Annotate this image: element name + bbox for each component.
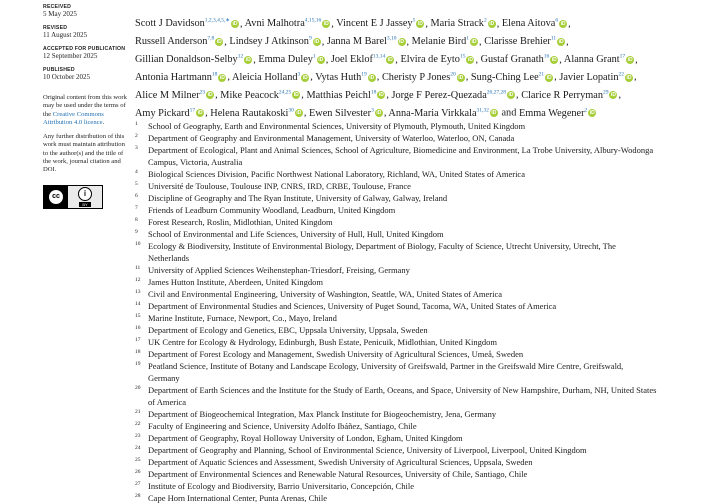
affiliation-item [135,432,657,444]
affiliation-number: 5 [135,181,138,187]
affiliation-item [135,120,657,132]
author-name: Sung-Ching Lee [470,71,539,83]
affiliation-text: University of Applied Sciences Weihenstephan-Triesdorf, Freising, Germany [148,265,410,275]
author-entry[interactable] [382,72,466,83]
affiliation-item [135,168,657,180]
license-text-end: . [102,118,105,126]
author-affiliation-superscript[interactable]: 1,2,3,4,5,∗ [204,18,231,24]
author-affiliation-superscript[interactable]: 2 [483,18,487,24]
author-name: Avni Malhotra [244,18,305,30]
author-entry[interactable] [336,18,425,29]
author-entry[interactable] [412,36,479,47]
author-entry[interactable] [391,90,516,101]
author-name: Elena Aitova [501,18,556,30]
orcid-icon[interactable]: iD [323,21,329,28]
orcid-icon[interactable]: iD [293,92,299,99]
orcid-icon[interactable]: iD [558,38,564,45]
affiliation-item [135,348,657,360]
affiliation-item [135,420,657,432]
affiliation-item [135,228,657,240]
author-affiliation-superscript[interactable]: 1 [312,53,316,60]
cc-by-license-badge[interactable] [43,185,103,209]
author-affiliation-superscript[interactable]: 15 [459,53,466,60]
author-name: Emma Wegener [518,107,585,119]
affiliation-text: School of Environmental and Life Sciences, University of Hull, Hull, United Kingdom [148,229,444,239]
author-name: Helena Rautakoski [210,107,289,119]
affiliation-number: 16 [135,325,141,331]
affiliation-item [135,492,657,504]
orcid-icon[interactable]: iD [378,92,384,99]
affiliation-number: 24 [135,445,141,451]
author-entry[interactable] [327,36,407,47]
author-affiliation-superscript[interactable]: 17 [189,107,196,114]
affiliation-item [135,312,657,324]
affiliation-number: 17 [135,337,141,343]
orcid-icon[interactable]: iD [296,110,302,117]
author-affiliation-superscript[interactable]: 22 [618,71,624,78]
author-name: Clarisse Brehier [484,36,551,48]
author-list: Scott J Davidson$^{1,2,3,4,5,∗}$iD , Avni Malhotra$^{4,15,16}$iD , Vincent E J Jassey$^5$iD , Maria Strack$^2$iD , Elena Aitova$^6$iD , Russell Anderson$^{7,8}$iD , Lindsey J Atkinson$^9$iD , Janna M Barel$^{3,10}$iD , Melanie Bird$^1$iD , Clarisse Brehier$^{11}$iD , Gillian Donaldson-Selby$^{12}$iD , Emma Duley$^1$iD , Joel Eklof$^{13,14}$iD , Elvira de Eyto$^{15}$iD , Gustaf Granath$^{16}$iD , Alanna Grant$^{17}$iD , Antonia Hartmann$^{18}$iD , Aleicia Holland$^3$iD , Vytas Huth$^{19}$iD , Cheristy P Jones$^{20}$iD , Sung-Ching Lee$^{21}$iD , Javier Lopatin$^{22}$iD , Alice M Milner$^{23}$iD , Mike Peacock$^{24,25}$iD , Matthias Peichl$^{18}$iD , Jorge F Perez-Quezada$^{26,27,28}$iD , Clarice R Perryman$^{29}$iD , Amy Pickard$^{17}$iD , Helena Rautakoski$^{30}$iD , Ewen Silvester$^3$iD , Anna-Maria Virkkala$^{31,32}$iD and Emma Wegener$^2$iD [135,18,638,119]
revised-label: REVISED [43,25,68,31]
orcid-icon[interactable]: iD [376,110,382,117]
orcid-icon[interactable]: iD [369,74,375,81]
affiliation-text: Friends of Leadburn Community Woodland, Leadburn, United Kingdom [148,205,396,215]
affiliation-number: 23 [135,433,141,439]
author-entry[interactable] [210,108,304,119]
orcid-icon[interactable]: iD [489,21,495,28]
author-name: Vincent E J Jassey [336,18,413,30]
affiliation-text: James Hutton Institute, Aberdeen, United Kingdom [148,277,323,287]
article-history-sidebar [43,4,131,209]
affiliation-list [135,120,657,504]
author-entry[interactable] [258,54,325,65]
orcid-icon[interactable]: iD [560,21,566,28]
affiliation-number: 4 [135,169,138,175]
author-name: Joel Eklof [330,54,373,66]
affiliation-item [135,360,657,384]
affiliation-item [135,468,657,480]
author-entry[interactable] [135,72,227,83]
author-name: Matthias Peichl [306,89,371,101]
author-affiliation-superscript[interactable]: 9 [308,35,312,42]
author-name: Amy Pickard [135,107,190,119]
affiliation-text: Forest Research, Roslin, Midlothian, United Kingdom [148,217,333,227]
author-affiliation-superscript[interactable]: 19 [361,71,367,78]
author-affiliation-superscript[interactable]: 2 [584,107,588,114]
author-name: Javier Lopatin [559,71,619,83]
published-date: 10 October 2025 [43,73,91,81]
author-affiliation-superscript[interactable]: 31,32 [476,107,489,114]
accepted-date: 12 September 2025 [43,52,98,60]
author-entry[interactable] [135,36,224,47]
affiliation-text: UK Centre for Ecology & Hydrology, Edinburgh, Bush Estate, Penicuik, Midlothian, United Kingdom [148,337,497,347]
orcid-icon[interactable]: iD [491,110,497,117]
affiliation-item [135,408,657,420]
affiliation-number: 26 [135,469,141,475]
affiliation-number: 20 [135,385,141,391]
author-entry[interactable] [502,18,568,29]
orcid-icon[interactable]: iD [417,21,423,28]
author-name: Jorge F Perez-Quezada [391,89,487,101]
author-affiliation-superscript[interactable]: 3 [297,71,301,78]
orcid-icon[interactable]: iD [627,56,633,63]
affiliation-item [135,240,657,264]
affiliation-text: Cape Horn International Center, Punta Arenas, Chile [148,493,328,503]
author-name: Emma Duley [258,54,313,66]
affiliation-text: Department of Geography, Royal Holloway University of London, Egham, United Kingdom [148,433,463,443]
affiliation-number: 22 [135,421,141,427]
affiliation-number: 15 [135,313,141,319]
affiliation-number: 3 [135,145,138,151]
author-name: Ewen Silvester [309,107,372,119]
affiliation-text: Discipline of Geography and The Ryan Institute, University of Galway, Galway, Ireland [148,193,448,203]
affiliation-text: Faculty of Engineering and Science, University Adolfo Ibáñez, Santiago, Chile [148,421,417,431]
author-name: Cheristy P Jones [381,71,451,83]
affiliation-text: Civil and Environmental Engineering, University of Washington, Seattle, WA, United States of America [148,289,503,299]
affiliation-number: 28 [135,493,141,499]
affiliation-item [135,276,657,288]
author-name: Clarice R Perryman [521,89,603,101]
affiliation-item [135,336,657,348]
author-name: Russell Anderson [135,36,208,48]
affiliation-text: Peatland Science, Institute of Botany and Landscape Ecology, University of Greifswald, Partner in the Greifswald Mire Centre, Greifswald, Germany [148,361,624,383]
author-affiliation-superscript[interactable]: 17 [619,53,626,60]
author-affiliation-superscript[interactable]: 18 [370,89,377,96]
author-name: Alanna Grant [563,54,620,66]
author-name: Anna-Maria Virkkala [388,107,477,119]
cc-icon: cc [49,190,63,204]
affiliation-text: Department of Forest Ecology and Management, Swedish University of Agricultural Sciences, Umeå, Sweden [148,349,524,359]
attribution-person-icon: i [78,187,92,201]
affiliation-number: 6 [135,193,138,199]
affiliation-item [135,444,657,456]
orcid-icon[interactable]: iD [232,21,238,28]
author-affiliation-superscript[interactable]: 5 [412,18,416,24]
author-entry[interactable] [430,18,496,29]
license-note [43,94,131,127]
author-name: Lindsey J Atkinson [229,36,309,48]
author-entry[interactable] [135,54,253,65]
author-entry[interactable] [521,90,618,101]
affiliation-text: Ecology & Biodiversity, Institute of Environmental Biology, Department of Biology, Faculty of Science, Utrecht University, Utrecht, The Netherlands [148,241,616,263]
author-affiliation-superscript[interactable]: 21 [538,71,545,78]
orcid-icon[interactable]: iD [197,110,203,117]
author-affiliation-superscript[interactable]: 1 [466,35,470,42]
affiliation-text: Department of Geography and Environmental Management, University of Waterloo, Waterloo, ON, Canada [148,133,515,143]
author-name: Melanie Bird [411,36,467,48]
revised-date: 11 August 2025 [43,31,88,39]
affiliation-text: Department of Earth Sciences and the Institute for the Study of Earth, Oceans, and Space, University of New Hampshire, Durham, NH, United States of America [148,385,657,407]
affiliation-number: 27 [135,481,141,487]
author-entry[interactable] [331,54,395,65]
affiliation-text: School of Geography, Earth and Environmental Sciences, University of Plymouth, Plymouth, United Kingdom [148,121,526,131]
affiliation-text: Marine Institute, Furnace, Newport, Co., Mayo, Ireland [148,313,337,323]
affiliation-number: 18 [135,349,141,355]
affiliation-text: Department of Geography and Planning, School of Environmental Science, University of Liverpool, Liverpool, United Kingdom [148,445,587,455]
author-affiliation-superscript[interactable]: 16 [543,53,550,60]
author-entry[interactable] [481,54,560,65]
affiliation-text: Department of Aquatic Sciences and Assessment, Swedish University of Agricultural Sciences, Uppsala, Sweden [148,457,533,467]
author-entry[interactable] [309,108,384,119]
affiliation-text: Institute of Ecology and Biodiversity, Barrio Universitario, Concepción, Chile [148,481,414,491]
affiliation-number: 11 [135,265,141,271]
affiliation-number: 21 [135,409,141,415]
author-name: Aleicia Holland [232,71,298,83]
received-date: 5 May 2025 [43,10,77,18]
author-affiliation-superscript[interactable]: 13,14 [372,53,386,60]
accepted-label: ACCEPTED FOR PUBLICATION [43,46,126,52]
affiliation-item [135,384,657,408]
author-entry[interactable] [229,36,321,47]
affiliation-number: 25 [135,457,141,463]
affiliation-number: 12 [135,277,141,283]
license-link[interactable]: Creative Commons Attribution 4.0 licence [43,110,104,126]
author-name: Antonia Hartmann [135,71,212,83]
attribution-note: Any further distribution of this work must maintain attribution to the author(s) and the title of the work, journal citation and DOI. [43,133,125,174]
by-label: BY [79,202,90,207]
author-entry[interactable] [232,72,310,83]
author-affiliation-superscript[interactable]: 3,10 [386,35,397,42]
affiliation-text: Department of Ecology and Genetics, EBC, Uppsala University, Uppsala, Sweden [148,325,428,335]
author-affiliation-superscript[interactable]: 4,15,16 [304,18,322,24]
author-entry[interactable] [135,90,215,101]
affiliation-item [135,144,657,168]
orcid-icon[interactable]: iD [318,56,324,63]
affiliation-item [135,204,657,216]
orcid-icon[interactable]: iD [471,38,477,45]
author-affiliation-superscript[interactable]: 3 [371,107,374,114]
orcid-icon[interactable]: iD [216,38,222,45]
author-affiliation-superscript[interactable]: 29 [602,89,609,96]
affiliation-item [135,132,657,144]
author-entry[interactable] [245,18,332,29]
author-entry[interactable] [220,90,301,101]
orcid-icon[interactable]: iD [219,74,225,81]
orcid-icon[interactable]: iD [458,74,464,81]
author-name: Mike Peacock [220,89,279,101]
author-affiliation-superscript[interactable]: 24,25 [278,89,292,96]
affiliation-item [135,180,657,192]
author-entry[interactable] [471,72,554,83]
author-affiliation-superscript[interactable]: 30 [288,107,294,114]
author-name: Gustaf Granath [480,54,544,66]
orcid-icon[interactable]: iD [610,92,616,99]
author-affiliation-superscript[interactable]: 23 [199,89,206,96]
by-section [68,186,102,208]
affiliation-item [135,264,657,276]
affiliation-number: 1 [135,121,138,127]
affiliation-number: 9 [135,229,138,235]
license-text: Original content from this work may be used under the terms of the [43,94,127,118]
author-name: Vytas Huth [315,71,362,83]
affiliation-text: Department of Environmental Sciences and Renewable Natural Resources, University of Chile, Santiago, Chile [148,469,528,479]
affiliation-number: 19 [135,361,141,367]
affiliation-item [135,300,657,312]
author-entry[interactable] [400,54,475,65]
author-affiliation-superscript[interactable]: 20 [450,71,456,78]
author-entry[interactable] [135,18,240,29]
author-name: Janna M Barel [326,36,387,48]
author-affiliation-superscript[interactable]: 18 [211,71,218,78]
affiliation-number: 10 [135,241,141,247]
orcid-icon[interactable]: iD [207,92,213,99]
author-affiliation-superscript[interactable]: 6 [555,18,559,24]
affiliation-item [135,456,657,468]
orcid-icon[interactable]: iD [626,74,632,81]
author-entry[interactable] [306,90,386,101]
orcid-icon[interactable]: iD [387,56,393,63]
author-entry[interactable] [484,36,566,47]
affiliation-item [135,480,657,492]
orcid-icon[interactable]: iD [551,56,557,63]
author-name: Maria Strack [430,18,484,30]
author-name: Scott J Davidson [135,18,205,30]
author-affiliation-superscript[interactable]: 26,27,28 [486,89,507,96]
affiliation-item [135,216,657,228]
affiliation-item [135,288,657,300]
author-entry[interactable] [564,54,635,65]
affiliation-text: Department of Biogeochemical Integration, Max Planck Institute for Biogeochemistry, Jena, Germany [148,409,497,419]
orcid-icon[interactable]: iD [546,74,552,81]
cc-logo-section [44,186,68,208]
affiliation-number: 8 [135,217,138,223]
affiliation-item [135,324,657,336]
author-name: Elvira de Eyto [400,54,460,66]
author-name: Alice M Milner [135,89,200,101]
author-affiliation-superscript[interactable]: 12 [237,53,244,60]
author-entry[interactable] [519,108,597,119]
affiliation-number: 14 [135,301,141,307]
published-label: PUBLISHED [43,67,75,73]
affiliation-number: 13 [135,289,141,295]
affiliation-text: Biological Sciences Division, Pacific Northwest National Laboratory, Richland, WA, United States of America [148,169,525,179]
orcid-icon[interactable]: iD [508,92,514,99]
orcid-icon[interactable]: iD [399,38,405,45]
affiliation-item [135,192,657,204]
author-affiliation-superscript[interactable]: 11 [550,35,557,42]
orcid-icon[interactable]: iD [467,56,473,63]
orcid-icon[interactable]: iD [245,56,251,63]
affiliation-text: Department of Environmental Studies and Sciences, University of Puget Sound, Tacoma, WA, United States of America [148,301,557,311]
orcid-icon[interactable]: iD [589,110,595,117]
author-entry[interactable] [559,72,634,83]
affiliation-text: Université de Toulouse, Toulouse INP, CNRS, IRD, CRBE, Toulouse, France [148,181,411,191]
author-entry[interactable] [315,72,377,83]
affiliation-number: 2 [135,133,138,139]
and-conjunction: and [501,107,517,119]
received-label: RECEIVED [43,4,72,10]
affiliation-text: Department of Ecological, Plant and Animal Sciences, School of Agriculture, Biomedicine and Environment, La Trobe University, Albury-Wodonga Campus, Victoria, Australia [148,145,654,167]
orcid-icon[interactable]: iD [314,38,320,45]
author-affiliation-superscript[interactable]: 7,8 [207,35,215,42]
orcid-icon[interactable]: iD [302,74,308,81]
author-entry[interactable] [388,108,499,119]
affiliation-number: 7 [135,205,138,211]
author-entry[interactable] [135,108,205,119]
author-name: Gillian Donaldson-Selby [135,54,238,66]
